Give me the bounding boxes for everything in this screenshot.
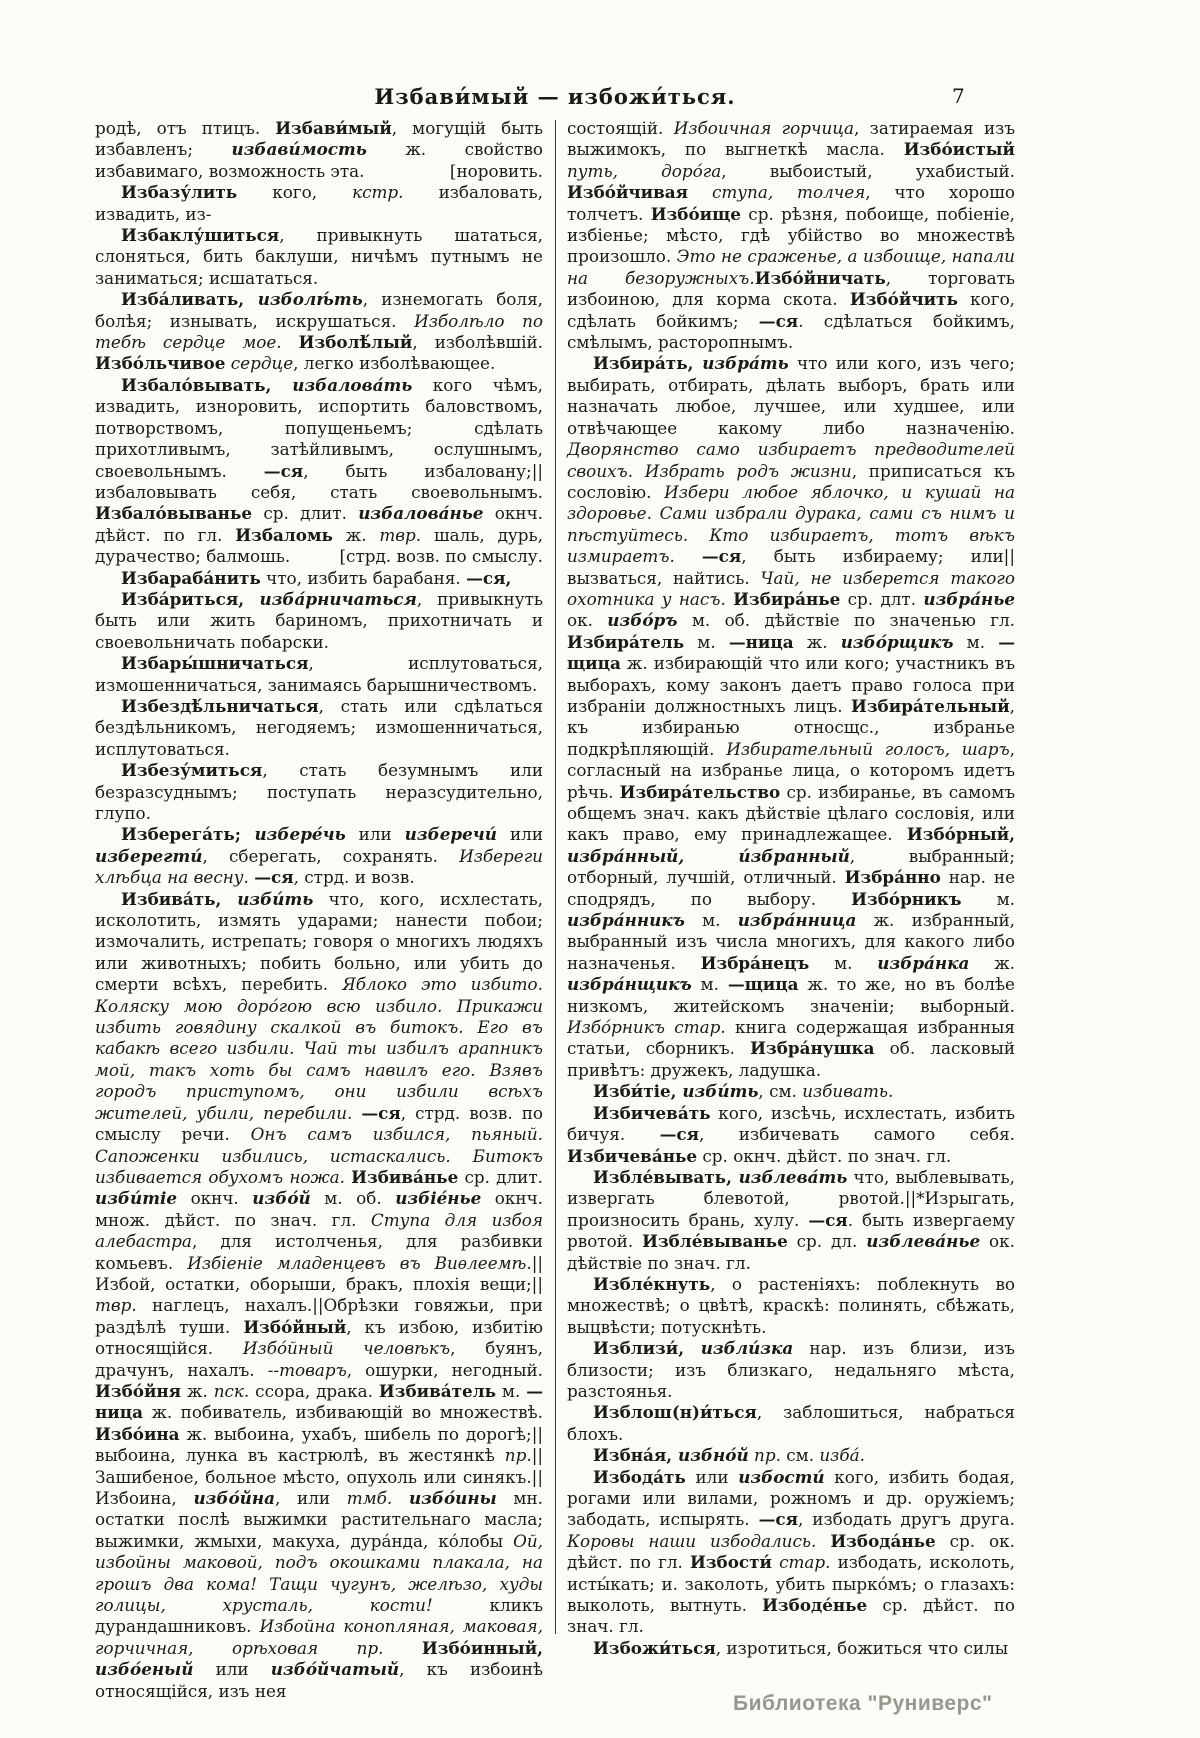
example-text: Ступа для избоя алебастра bbox=[95, 1209, 543, 1252]
headword: Избо́рный, bbox=[906, 824, 1015, 845]
headword: —ся bbox=[263, 460, 304, 481]
page-header-title: Избави́мый — избожи́ться. bbox=[374, 84, 736, 109]
headword-variant: избно́й bbox=[678, 1445, 749, 1466]
entry-text: м. об. дѣйствіе по значенью гл. bbox=[677, 610, 1016, 631]
headword-variant: избо́еный bbox=[95, 1659, 194, 1680]
dictionary-entry bbox=[95, 225, 543, 289]
example-text: Избери любое яблочко, и кушай на здоровье. Сами избрали дурака, сами съ нимъ и пѣстуйтесь. Кто избираетъ, тотъ вѣкъ измираетъ. bbox=[567, 481, 1015, 567]
dictionary-entry bbox=[95, 653, 543, 696]
headword: Избира́нье bbox=[733, 588, 841, 609]
headword: Избира́тельный bbox=[850, 695, 1010, 716]
example-text: твр. bbox=[379, 524, 422, 545]
entry-text: кого, избить бодая, рогами или вилами, рожномъ и др. оружіемъ; забодать, испырять. bbox=[567, 1466, 1015, 1530]
entry-text: , къ избою, избитію относящійся. bbox=[95, 1316, 543, 1359]
headword: —ница bbox=[95, 1380, 543, 1423]
entry-text: ж. выбоина, ухабъ, шибель по дорогѣ;||выбоина, лунка въ кастрюлѣ, въ жестянкѣ bbox=[95, 1423, 543, 1466]
entry-text: кого чѣмъ, извадить, изноровить, испортить баловствомъ, потворствомъ, попущеньемъ; сдѣлать прихотливымъ, затѣйливымъ, ослушнымъ, своевольнымъ. bbox=[95, 374, 543, 481]
headword: Избало́выванье bbox=[95, 503, 253, 524]
entry-text: . быть извергаему рвотой. bbox=[567, 1209, 1016, 1252]
dictionary-entry bbox=[95, 760, 543, 824]
headword: —ся bbox=[701, 546, 742, 567]
headword: —ся bbox=[758, 310, 799, 331]
headword-variant: избра́нникъ bbox=[567, 910, 685, 931]
example-text: пр. bbox=[504, 1445, 532, 1466]
running-head bbox=[95, 84, 1015, 109]
headword: Избо́льчивое bbox=[95, 353, 226, 374]
example-text: Онъ самъ избился, пьяный. Сапоженки избились, истаскались. Битокъ избивается обухомъ ножа. bbox=[95, 1124, 543, 1187]
entry-text: избаловать, извадить, из- bbox=[95, 182, 543, 224]
entry-text bbox=[318, 1638, 356, 1658]
entry-text: , что хорошо толчетъ. bbox=[567, 182, 1015, 224]
headword-variant: избра́нье bbox=[923, 588, 1015, 609]
entry-text: , изротиться, божиться что силы bbox=[715, 1637, 1009, 1658]
headword: Изберега́ть; bbox=[121, 824, 255, 845]
entry-text: , могущій быть избавленъ; bbox=[95, 118, 544, 160]
headword-variant: изберегти́ bbox=[95, 845, 203, 866]
headword-variant: избли́зка bbox=[700, 1338, 794, 1359]
page-number: 7 bbox=[952, 84, 965, 108]
headword-variant: изблева́нье bbox=[866, 1231, 981, 1252]
example-text: кстр. bbox=[352, 182, 404, 203]
entry-text: ж. избирающій что или кого; участникъ въ выборахъ, кому законъ даетъ право голоса при избраніи должностныхъ лицъ. bbox=[567, 653, 1015, 716]
example-text: Избереги хлѣбца на весну. bbox=[95, 845, 543, 888]
entry-text: избодать, исколоть, исты́кать; и. заколоть, убить пырко́мъ; о глазахъ: выколоть, вытнуть. bbox=[567, 1552, 1015, 1616]
headword-variant: изберечи́ bbox=[404, 824, 497, 845]
headword: Избо́инный, bbox=[421, 1637, 543, 1658]
headword: Избира́ть, bbox=[593, 353, 703, 374]
entry-text: что или кого, изъ чего; выбирать, отбирать, дѣлать выборъ, брать или назначать любое, лучшее, или худшее, или отвѣчающее какому либо назначенію. bbox=[567, 353, 1015, 438]
headword: Избо́рникъ bbox=[851, 888, 962, 909]
example-text: ступа, толчея bbox=[711, 182, 866, 203]
headword-variant: изблева́ть bbox=[738, 1166, 848, 1187]
entry-text: , исплутоваться, измошенничаться, занимаясь барышничествомъ. bbox=[95, 653, 543, 695]
headword: Избараба́нить bbox=[121, 567, 261, 588]
entry-text: , для истолченья, для разбивки комьевъ. bbox=[95, 1231, 543, 1273]
entry-text: м. bbox=[953, 631, 999, 652]
entry-text: ж. bbox=[332, 524, 380, 545]
entry-text: ок. bbox=[567, 610, 608, 631]
headword-variant: избо́йчатый bbox=[270, 1659, 400, 1680]
example-text: Чай, не изберется такого охотника у насъ. bbox=[567, 567, 1015, 609]
entry-text: ж. избранный, выбранный изъ числа многихъ, для какого либо назначенья. bbox=[567, 910, 1016, 973]
headword: Избо́йничать bbox=[754, 267, 886, 288]
entry-text: см. bbox=[780, 1445, 820, 1466]
entry-text: ж. побиватель, избивающій во множествѣ. bbox=[143, 1402, 543, 1423]
entry-text bbox=[392, 1488, 409, 1508]
headword-variant: избра́нщикъ bbox=[567, 974, 692, 995]
entry-text bbox=[665, 1017, 674, 1037]
entry-text: ср. ок. дѣйст. по гл. bbox=[567, 1530, 1015, 1573]
headword-variant: избере́чь bbox=[254, 824, 346, 845]
dictionary-entry bbox=[95, 289, 543, 375]
headword: Избода́ть bbox=[593, 1466, 686, 1487]
entry-text: ж. то же, но въ болѣе низкомъ, житейскомъ значеніи; выборный. bbox=[567, 974, 1015, 1016]
entry-text: ср. длт. bbox=[840, 588, 924, 609]
headword: Избаклу́шиться bbox=[121, 225, 280, 246]
dictionary-entry bbox=[567, 1402, 1015, 1445]
dictionary-entry bbox=[567, 1167, 1015, 1274]
headword: Избода́нье bbox=[830, 1530, 936, 1551]
example-text: Избоичная горчица bbox=[673, 118, 854, 138]
column-right bbox=[567, 118, 1015, 1662]
example-text: товаръ bbox=[279, 1359, 347, 1380]
entry-text: , легко изболѣвающее. bbox=[293, 353, 496, 374]
headword: Избало́вывать, bbox=[121, 374, 293, 395]
entry-text: , ошурки, негодный. bbox=[346, 1359, 543, 1380]
headword: —щица bbox=[567, 631, 1015, 674]
headword: Изба́ливать, bbox=[121, 289, 258, 310]
dictionary-entry bbox=[567, 1081, 1015, 1102]
headword-variant: избо́йна bbox=[193, 1488, 275, 1508]
headword-variant: изби́ть bbox=[237, 888, 314, 909]
headword: —ся bbox=[254, 867, 294, 888]
entry-text: , выбранный; отборный, лучшій, отличный. bbox=[567, 845, 1015, 888]
entry-text: ср. рѣзня, побоище, побіеніе, избіенье; мѣсто, гдѣ убійство во множествѣ произошло. bbox=[567, 203, 1015, 267]
headword: Изба́риться, bbox=[121, 588, 260, 609]
headword: Избо́йный bbox=[243, 1316, 347, 1337]
entry-text bbox=[688, 182, 712, 202]
entry-text: . bbox=[859, 1445, 865, 1466]
entry-text: , стрд. и возв. bbox=[293, 867, 415, 888]
text-block bbox=[95, 118, 1016, 1701]
entry-text: ок. дѣйствіе по знач. гл. bbox=[567, 1231, 1015, 1273]
headword: Избости́ bbox=[689, 1552, 772, 1573]
entry-text: . сдѣлаться бойкимъ, смѣлымъ, расторопнымъ. bbox=[567, 310, 1015, 353]
headword: Избо́ина bbox=[95, 1423, 180, 1444]
example-text: Избойна конопляная, маковая, горчичная, орѣховая bbox=[95, 1616, 543, 1658]
example-text: избивать bbox=[802, 1081, 889, 1102]
dictionary-entry bbox=[95, 696, 543, 760]
entry-text: ср. длит. bbox=[252, 503, 359, 524]
entry-text: кого, bbox=[237, 182, 353, 203]
example-text: изба́ bbox=[819, 1445, 860, 1466]
entry-text: м. bbox=[961, 888, 1015, 909]
headword: —ся bbox=[659, 1124, 700, 1145]
entry-text: окнч. дѣйст. по гл. bbox=[95, 503, 543, 545]
headword: Избичева́нье bbox=[567, 1145, 698, 1166]
entry-text: ссора, драка. bbox=[249, 1380, 379, 1401]
entry-text: что, выблевывать, извергать блевотой, рвотой.||*Изрыгать, произносить брань, хулу. bbox=[567, 1166, 1015, 1230]
entry-text: м. bbox=[495, 1380, 527, 1401]
headword-variant: избіе́нье bbox=[395, 1188, 482, 1209]
entry-text: кликъ дурандашниковъ. bbox=[95, 1595, 543, 1637]
entry-text: , приписаться къ сословію. bbox=[567, 460, 1015, 502]
entry-text bbox=[282, 332, 299, 352]
entry-text: , о растеніяхъ: поблекнуть во множествѣ; о цвѣтѣ, краскѣ: полинять, сбѣжать, выцвѣсти; потускнѣть. bbox=[567, 1273, 1015, 1337]
dictionary-entry bbox=[567, 1274, 1015, 1338]
entry-text: , выбоистый, ухабистый. bbox=[721, 160, 1015, 181]
headword-variant: избо́ины bbox=[408, 1488, 497, 1508]
example-text: стар. bbox=[779, 1552, 831, 1573]
entry-text: состоящій. bbox=[567, 118, 674, 138]
example-text: Избо́йный человѣкъ bbox=[242, 1338, 451, 1359]
dictionary-entry bbox=[567, 1638, 1015, 1659]
headword-variant: избалова́ть bbox=[292, 374, 413, 395]
entry-text: что, избить барабаня. bbox=[260, 567, 467, 588]
entry-text: ср. дѣйст. по знач. гл. bbox=[567, 1595, 1016, 1637]
entry-text: м. об. bbox=[310, 1188, 396, 1209]
dictionary-entry bbox=[95, 182, 543, 225]
headword: Избо́истый bbox=[903, 139, 1015, 160]
entry-text: , привыкнуть быть или жить бариномъ, прихотничать и своевольничать побарски. bbox=[95, 588, 543, 652]
headword: Избездѣ́льничаться bbox=[121, 695, 319, 716]
example-text: Ой, избойны маковой, подъ окошками плакала, на грошъ два кома! Тащи чугунъ, желѣзо, худы голицы, хрусталь, кости! bbox=[95, 1530, 543, 1616]
entry-text: , изболѣвшій. bbox=[412, 332, 543, 353]
headword: Избива́нье bbox=[351, 1166, 459, 1187]
example-text: путь, доро́га bbox=[567, 160, 722, 181]
entry-text: ||Избой, остатки, оборыши, бракъ, плохія вещи;|| bbox=[95, 1252, 543, 1294]
entry-text: об. ласковый привѣтъ: дружекъ, ладушка. bbox=[567, 1038, 1016, 1080]
entry-text: нар. изъ близи, изъ близости; изъ близкаго, недальняго мѣста, разстоянья. bbox=[567, 1338, 1015, 1401]
entry-text: мн. остатки послѣ выжимки растительнаго масла; выжимки, жмыхи, макуха, дура́нда, ко́лобы bbox=[95, 1488, 543, 1551]
entry-text: м. bbox=[684, 631, 729, 652]
entry-text: что, кого, исхлестать, исколотить, измять ударами; нанести побои; измочалить, истрепать; говоря о многихъ людяхъ или животныхъ; побить больно, или убить до смерти всѣхъ, перебить. bbox=[95, 888, 543, 995]
entry-text: , къ избоинѣ относящійся, изъ нея bbox=[95, 1659, 543, 1701]
example-text: тмб. bbox=[346, 1488, 393, 1508]
headword: Избожи́ться bbox=[593, 1637, 716, 1658]
headword: Избо́йчить bbox=[849, 289, 958, 310]
entry-text: окнч. bbox=[177, 1188, 253, 1209]
entry-text: кого, сдѣлать бойкимъ; bbox=[567, 289, 1016, 331]
headword: Избле́вывать, bbox=[593, 1166, 739, 1187]
entry-text: ср. длит. bbox=[458, 1166, 543, 1187]
example-text: Яблоко это избито. Коляску мою доро́гою всю избило. Прикажи избить говядину скалкой въ битокъ. Его въ кабакѣ всего избили. Чай ты избилъ арапникъ мой, такъ хоть бы самъ навилъ его. Взявъ городъ приступомъ, они избили всѣхъ жителей, убили, перебили. bbox=[95, 974, 543, 1123]
headword: Избави́мый bbox=[275, 118, 392, 138]
headword: —ся bbox=[758, 1509, 798, 1530]
example-text: Избирательный голосъ, шаръ bbox=[726, 738, 1010, 759]
entry-text: книга содержащая избранныя статьи, сборникъ. bbox=[567, 1017, 1015, 1059]
entry-text: или bbox=[193, 1659, 271, 1680]
headword: —ся, bbox=[466, 567, 512, 588]
entry-text: , стать или сдѣлаться бездѣльникомъ, негодяемъ; измошенничаться, исплутоваться. bbox=[95, 695, 543, 759]
entry-text: ж. bbox=[181, 1380, 214, 1401]
example-text: твр. bbox=[95, 1295, 137, 1316]
entry-text: ср. окнч. дѣйст. по знач. гл. bbox=[697, 1145, 952, 1166]
dictionary-entry bbox=[567, 1338, 1015, 1402]
entry-text: ср. дл. bbox=[787, 1231, 867, 1252]
column-left bbox=[95, 118, 544, 1701]
entry-text: ж. bbox=[793, 631, 841, 652]
dictionary-entry bbox=[95, 589, 543, 653]
headword-variant: избра́нница bbox=[737, 910, 857, 931]
headword: Изблизи́, bbox=[593, 1338, 701, 1359]
entry-text: м. bbox=[691, 974, 728, 995]
entry-text: нар. не сподрядъ, по выбору. bbox=[567, 867, 1015, 909]
headword: Избары́шничаться bbox=[121, 653, 309, 674]
entry-text: м. bbox=[809, 952, 878, 973]
example-text: пск. bbox=[213, 1380, 250, 1401]
example-text: Дворянство само избираетъ предводителей своихъ. Избрать родъ жизни bbox=[567, 439, 1015, 481]
entry-text: , стрд. возв. по смыслу речи. bbox=[95, 1102, 543, 1145]
carryover-text: [стрд. возв. по смыслу. bbox=[339, 546, 543, 567]
headword: Избо́йчивая bbox=[567, 182, 689, 203]
entry-text: , избодать другъ друга. bbox=[797, 1509, 1015, 1530]
headword-variant: избо́рщикъ bbox=[840, 631, 954, 652]
headword-variant: избости́ bbox=[738, 1466, 825, 1487]
headword: Избоде́нье bbox=[762, 1595, 868, 1616]
headword-variant: избо́й bbox=[252, 1188, 311, 1209]
headword: Избле́выванье bbox=[642, 1231, 788, 1252]
example-text: пр. bbox=[356, 1637, 384, 1658]
entry-text: или bbox=[497, 824, 544, 845]
dictionary-entry bbox=[95, 118, 543, 182]
headword-variant: избалова́нье bbox=[358, 503, 484, 524]
headword: Избира́тель bbox=[567, 631, 685, 652]
headword: —ся bbox=[808, 1209, 848, 1230]
dictionary-entry bbox=[567, 1467, 1015, 1638]
headword: Избо́йня bbox=[95, 1380, 182, 1401]
entry-text: , буянъ, драчунъ, нахалъ. -- bbox=[95, 1338, 544, 1380]
entry-text: , избичевать самого себя. bbox=[699, 1124, 1016, 1145]
entry-text: , привыкнуть шататься, слоняться, бить баклуши, ничѣмъ путнымъ не заниматься; исшататься. bbox=[95, 225, 543, 288]
entry-text: , сберегать, сохранять. bbox=[202, 845, 460, 866]
headword: Избива́ть, bbox=[121, 888, 238, 909]
entry-text bbox=[383, 1638, 421, 1658]
headword: Избива́тель bbox=[378, 1380, 496, 1401]
entry-text: или bbox=[685, 1466, 739, 1487]
headword-variant: изби́тіе bbox=[95, 1188, 178, 1209]
headword-variant: избра́ть bbox=[702, 353, 789, 374]
headword-variant: избра́нный, и́збранный bbox=[567, 845, 850, 866]
headword: Избра́нно bbox=[844, 867, 941, 888]
dictionary-entry bbox=[95, 568, 543, 589]
headword: —щица bbox=[727, 974, 799, 995]
headword-variant: избави́мость bbox=[231, 139, 367, 160]
entry-text: , изнемогать боля, болѣя; изнывать, искрушаться. bbox=[95, 289, 543, 331]
entry-text: , заблошиться, набраться блохъ. bbox=[567, 1402, 1015, 1444]
entry-text: ж. bbox=[969, 952, 1016, 973]
headword-variant: избо́ръ bbox=[607, 610, 678, 631]
entry-text: м. bbox=[684, 910, 738, 931]
entry-text: . bbox=[888, 1081, 894, 1102]
headword: Изболѣ́лый bbox=[298, 332, 413, 353]
entry-text: , къ избиранью относщс., избранье подкрѣпляющій. bbox=[567, 695, 1015, 759]
entry-text: , согласный на избранье лица, о которомъ идетъ рѣчь. bbox=[567, 738, 1015, 802]
dictionary-entry bbox=[567, 353, 1015, 1081]
headword: Изблош(н)и́ться bbox=[593, 1402, 757, 1423]
headword: Избна́я, bbox=[593, 1445, 678, 1466]
entry-text: , быть избираему; или||вызваться, найтись. bbox=[567, 546, 1015, 588]
entry-text: , стать безумнымъ или безразсуднымъ; поступать неразсудительно, глупо. bbox=[95, 760, 543, 823]
dictionary-entry bbox=[95, 824, 543, 888]
entry-text: ||Зашибеное, больное мѣсто, опухоль или синякъ.||Избоина, bbox=[95, 1445, 543, 1508]
entry-text: ж. свойство избавимаго, возможность эта. bbox=[95, 139, 543, 181]
entry-text: кого, изсѣчь, исхлестать, избить бичуя. bbox=[567, 1102, 1015, 1145]
example-text: сердце bbox=[230, 353, 294, 374]
headword: Избаломь bbox=[235, 524, 333, 545]
headword: Изби́тіе, bbox=[593, 1081, 683, 1102]
entry-text: , см. bbox=[758, 1081, 803, 1102]
headword: Избазу́лить bbox=[121, 182, 238, 203]
headword: Избра́нецъ bbox=[700, 952, 810, 973]
dictionary-entry bbox=[567, 118, 1015, 353]
entry-text: , торговать избоиною, для корма скота. bbox=[567, 267, 1015, 310]
carryover-text: [норовить. bbox=[449, 160, 543, 181]
headword: Избо́ище bbox=[650, 203, 741, 224]
headword-variant: изби́ть bbox=[682, 1081, 759, 1102]
headword: —ница bbox=[728, 631, 794, 652]
headword-variant: изба́рничаться bbox=[259, 588, 417, 609]
entry-text: , быть избаловану;||избаловывать себя, стать своевольнымъ. bbox=[95, 460, 543, 502]
headword: Избезу́миться bbox=[121, 760, 263, 781]
headword: Избра́нушка bbox=[750, 1038, 875, 1059]
dictionary-entry bbox=[567, 1445, 1015, 1466]
headword: —ся bbox=[361, 1102, 401, 1123]
entry-text: окнч. множ. дѣйст. по знач. гл. bbox=[95, 1188, 544, 1230]
entry-text: шаль, дурь, дурачество; балмошь. bbox=[95, 524, 543, 567]
headword: Избира́тельство bbox=[619, 781, 781, 802]
example-text: пр. bbox=[754, 1445, 781, 1466]
example-text: Коровы наши избодались. bbox=[567, 1530, 817, 1551]
example-text: Избіеніе младенцевъ въ Виѳлеемѣ. bbox=[187, 1252, 532, 1273]
dictionary-entry bbox=[567, 1103, 1015, 1167]
example-text: Избо́рникъ bbox=[567, 1017, 665, 1038]
entry-text: наглецъ, нахалъ.||Обрѣзки говяжьи, при раздѣлѣ туши. bbox=[95, 1295, 543, 1337]
example-text: Изболѣло по тебѣ сердце мое. bbox=[95, 310, 543, 353]
entry-text: , затираемая изъ выжимокъ, по выгнеткѣ масла. bbox=[567, 118, 1016, 160]
entry-text: , или bbox=[274, 1488, 347, 1508]
headword-variant: изболѣ́ть bbox=[257, 289, 363, 310]
example-text: Это не сраженье, а избоище, напали на безоружныхъ. bbox=[567, 246, 1015, 288]
entry-text: или bbox=[345, 824, 405, 845]
dictionary-entry bbox=[95, 375, 543, 568]
watermark: Библиотека "Руниверс" bbox=[733, 1692, 993, 1715]
entry-text: ср. избиранье, въ самомъ общемъ знач. какъ дѣйствіе цѣлаго сословія, или какъ право, ему принадлежащее. bbox=[567, 781, 1015, 845]
headword: Избичева́ть bbox=[593, 1102, 711, 1123]
column-divider bbox=[555, 120, 556, 1634]
headword: Избле́кнуть bbox=[593, 1273, 711, 1294]
headword-variant: избра́нка bbox=[877, 952, 970, 973]
example-text: стар. bbox=[674, 1017, 726, 1038]
dictionary-entry bbox=[95, 889, 543, 1702]
entry-text bbox=[816, 1531, 830, 1551]
entry-text bbox=[675, 546, 702, 566]
entry-text: родѣ, отъ птицъ. bbox=[95, 118, 276, 138]
